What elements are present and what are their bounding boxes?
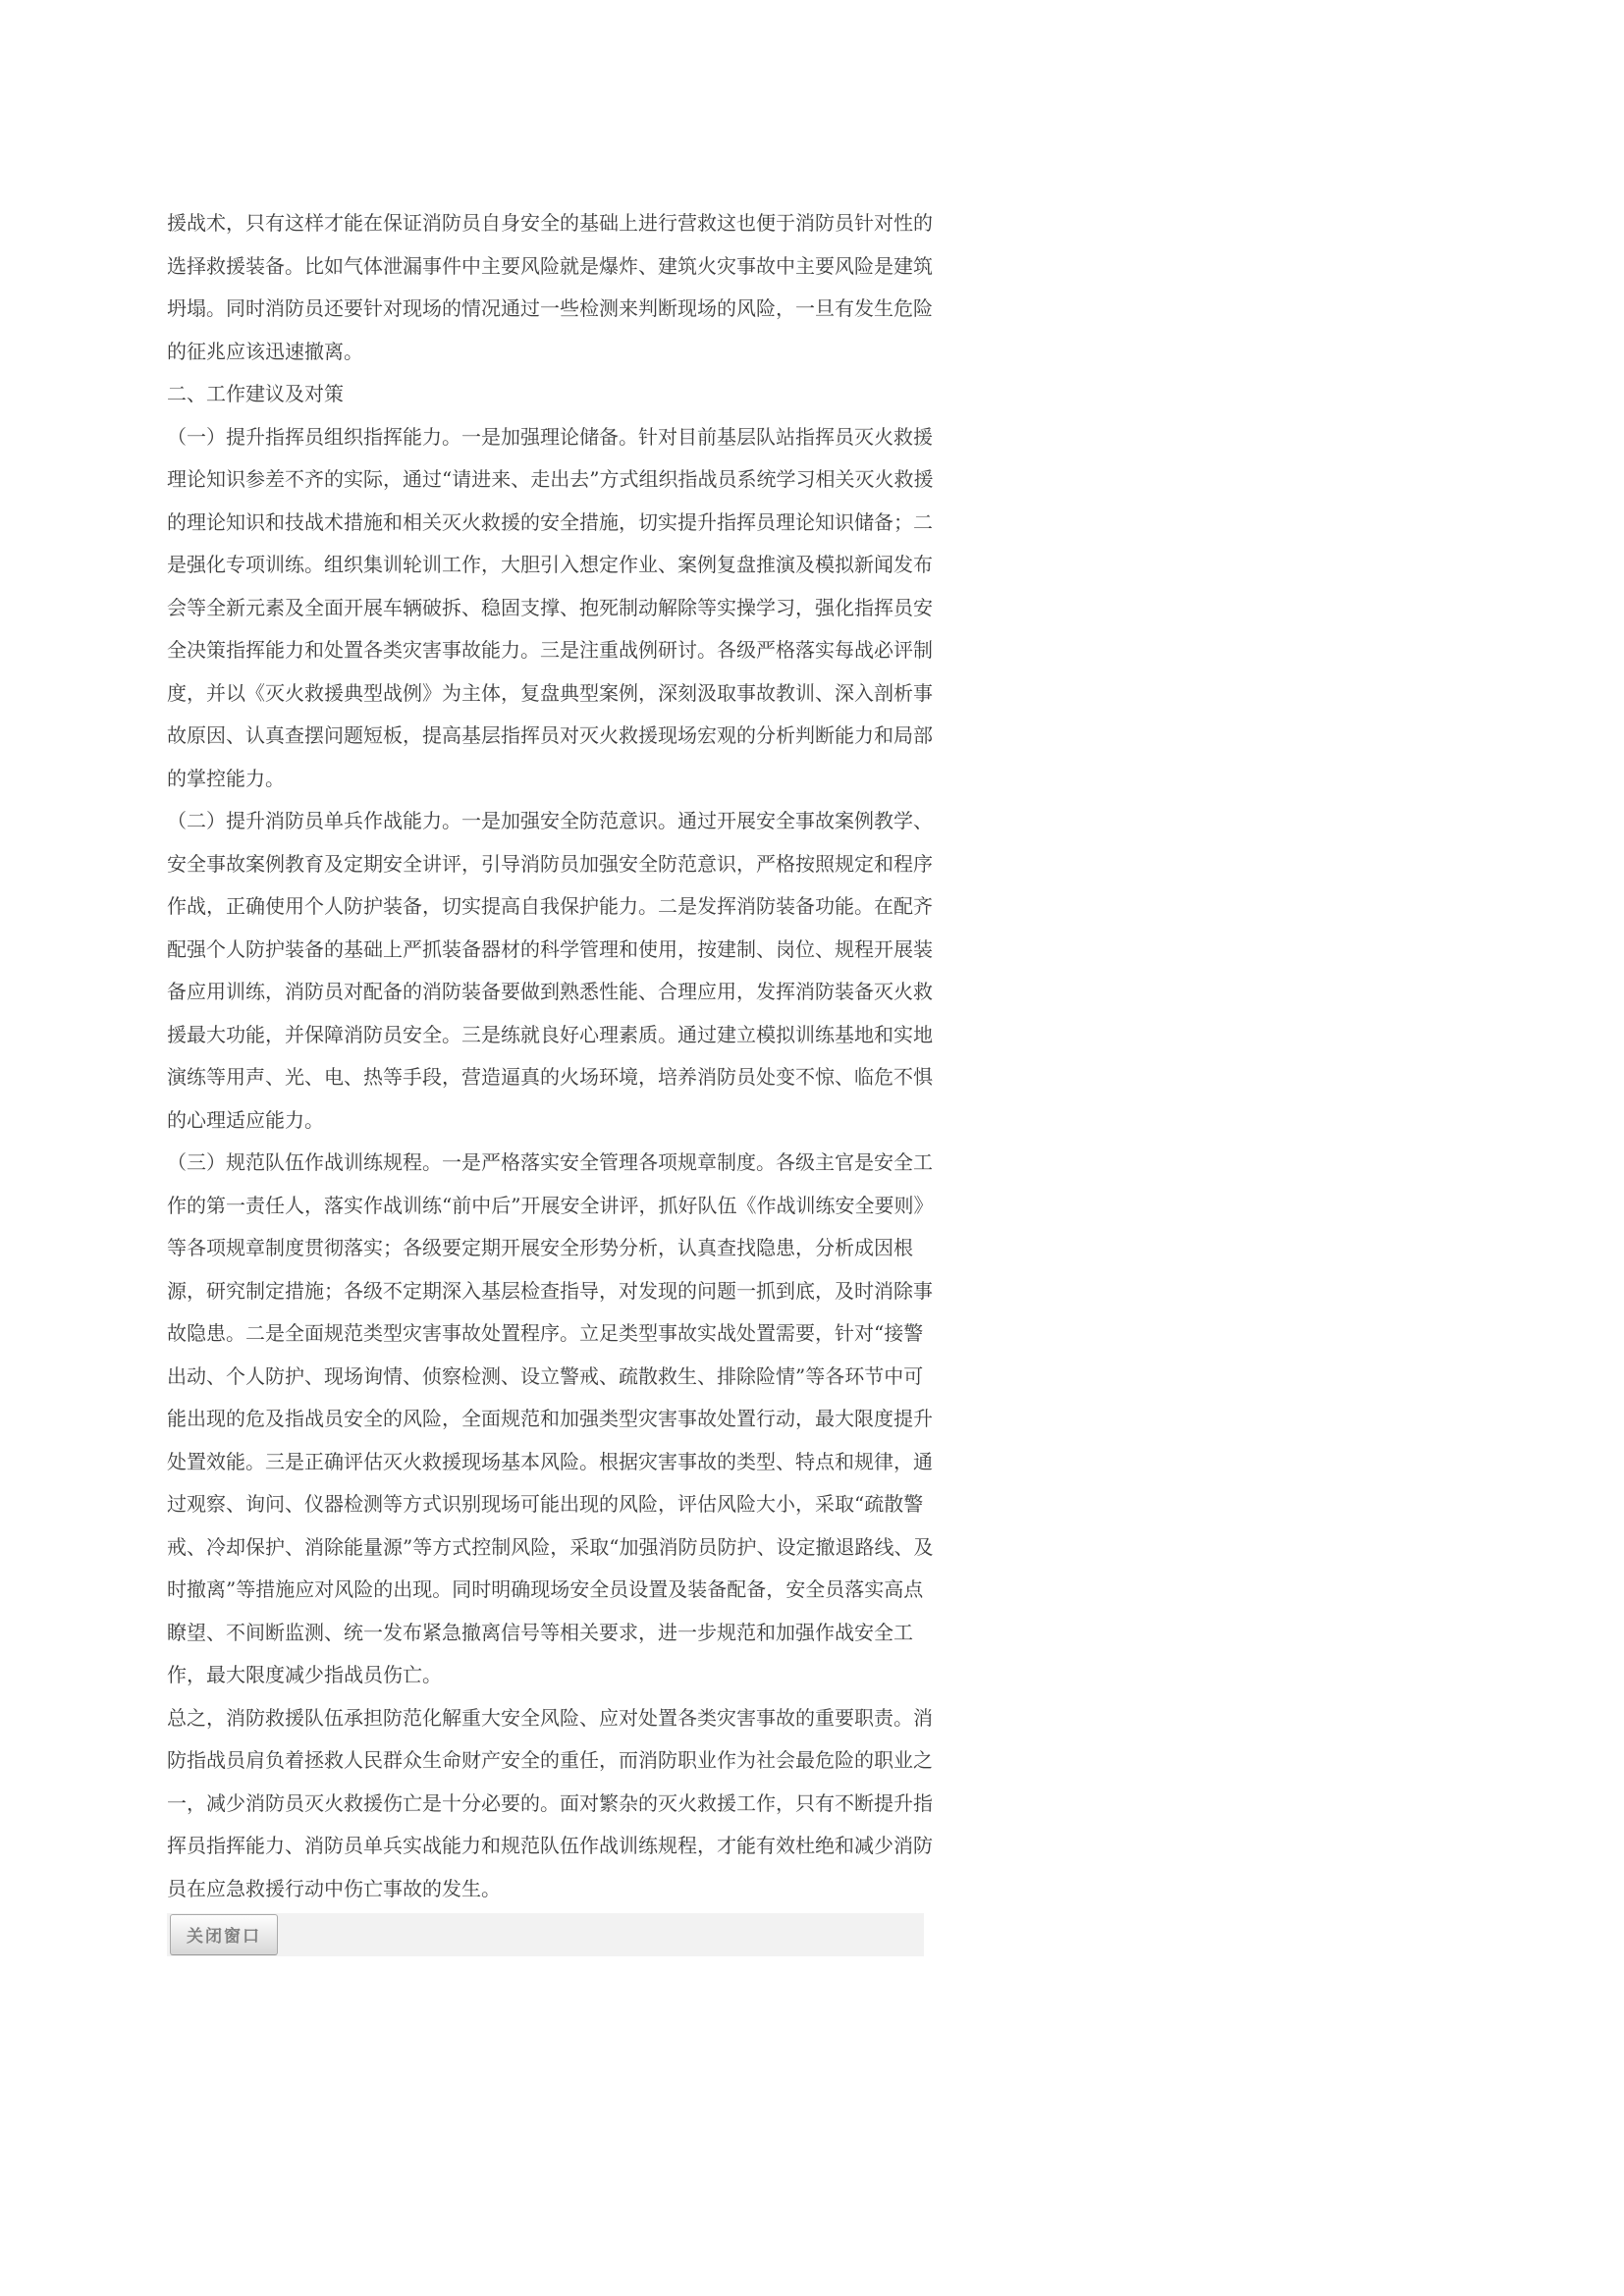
footer-bar — [167, 1913, 924, 1956]
paragraph: （三）规范队伍作战训练规程。一是严格落实安全管理各项规章制度。各级主官是安全工作的第一责任人，落实作战训练“前中后”开展安全讲评，抓好队伍《作战训练安全要则》等各项规章制度贯彻落实；各级要定期开展安全形势分析，认真查找隐患，分析成因根源，研究制定措施；各级不定期深入基层检查指导，对发现的问题一抓到底，及时消除事故隐患。二是全面规范类型灾害事故处置程序。立足类型事故实战处置需要，针对“接警出动、个人防护、现场询情、侦察检测、设立警戒、疏散救生、排除险情”等各环节中可能出现的危及指战员安全的风险，全面规范和加强类型灾害事故处置行动，最大限度提升处置效能。三是正确评估灭火救援现场基本风险。根据灾害事故的类型、特点和规律，通过观察、询问、仪器检测等方式识别现场可能出现的风险，评估风险大小，采取“疏散警戒、冷却保护、消除能量源”等方式控制风险，采取“加强消防员防护、设定撤退路线、及时撤离”等措施应对风险的出现。同时明确现场安全员设置及装备配备，安全员落实高点瞭望、不间断监测、统一发布紧急撤离信号等相关要求，进一步规范和加强作战安全工作，最大限度减少指战员伤亡。 — [167, 1150, 934, 1686]
paragraph: 总之，消防救援队伍承担防范化解重大安全风险、应对处置各类灾害事故的重要职责。消防指战员肩负着拯救人民群众生命财产安全的重任，而消防职业作为社会最危险的职业之一，减少消防员灭火救援伤亡是十分必要的。面对繁杂的灭火救援工作，只有不断提升指挥员指挥能力、消防员单兵实战能力和规范队伍作战训练规程，才能有效杜绝和减少消防员在应急救援行动中伤亡事故的发生。 — [167, 1705, 933, 1900]
paragraph: 二、工作建议及对策 — [167, 382, 344, 405]
close-window-button[interactable]: 关闭窗口 — [170, 1914, 278, 1955]
paragraph: 援战术，只有这样才能在保证消防员自身安全的基础上进行营救这也便于消防员针对性的选择救援装备。比如气体泄漏事件中主要风险就是爆炸、建筑火灾事故中主要风险是建筑坍塌。同时消防员还要针对现场的情况通过一些检测来判断现场的风险，一旦有发生危险的征兆应该迅速撤离。 — [167, 211, 933, 363]
article-text — [167, 202, 937, 1910]
paragraph: （二）提升消防员单兵作战能力。一是加强安全防范意识。通过开展安全事故案例教学、安全事故案例教育及定期安全讲评，引导消防员加强安全防范意识，严格按照规定和程序作战，正确使用个人防护装备，切实提高自我保护能力。二是发挥消防装备功能。在配齐配强个人防护装备的基础上严抓装备器材的科学管理和使用，按建制、岗位、规程开展装备应用训练，消防员对配备的消防装备要做到熟悉性能、合理应用，发挥消防装备灭火救援最大功能，并保障消防员安全。三是练就良好心理素质。通过建立模拟训练基地和实地演练等用声、光、电、热等手段，营造逼真的火场环境，培养消防员处变不惊、临危不惧的心理适应能力。 — [167, 809, 933, 1132]
paragraph: （一）提升指挥员组织指挥能力。一是加强理论储备。针对目前基层队站指挥员灭火救援理论知识参差不齐的实际，通过“请进来、走出去”方式组织指战员系统学习相关灭火救援的理论知识和技战术措施和相关灭火救援的安全措施，切实提升指挥员理论知识储备；二是强化专项训练。组织集训轮训工作，大胆引入想定作业、案例复盘推演及模拟新闻发布会等全新元素及全面开展车辆破拆、稳固支撑、抱死制动解除等实操学习，强化指挥员安全决策指挥能力和处置各类灾害事故能力。三是注重战例研讨。各级严格落实每战必评制度，并以《灭火救援典型战例》为主体，复盘典型案例，深刻汲取事故教训、深入剖析事故原因、认真查摆问题短板，提高基层指挥员对灭火救援现场宏观的分析判断能力和局部的掌控能力。 — [167, 424, 934, 790]
